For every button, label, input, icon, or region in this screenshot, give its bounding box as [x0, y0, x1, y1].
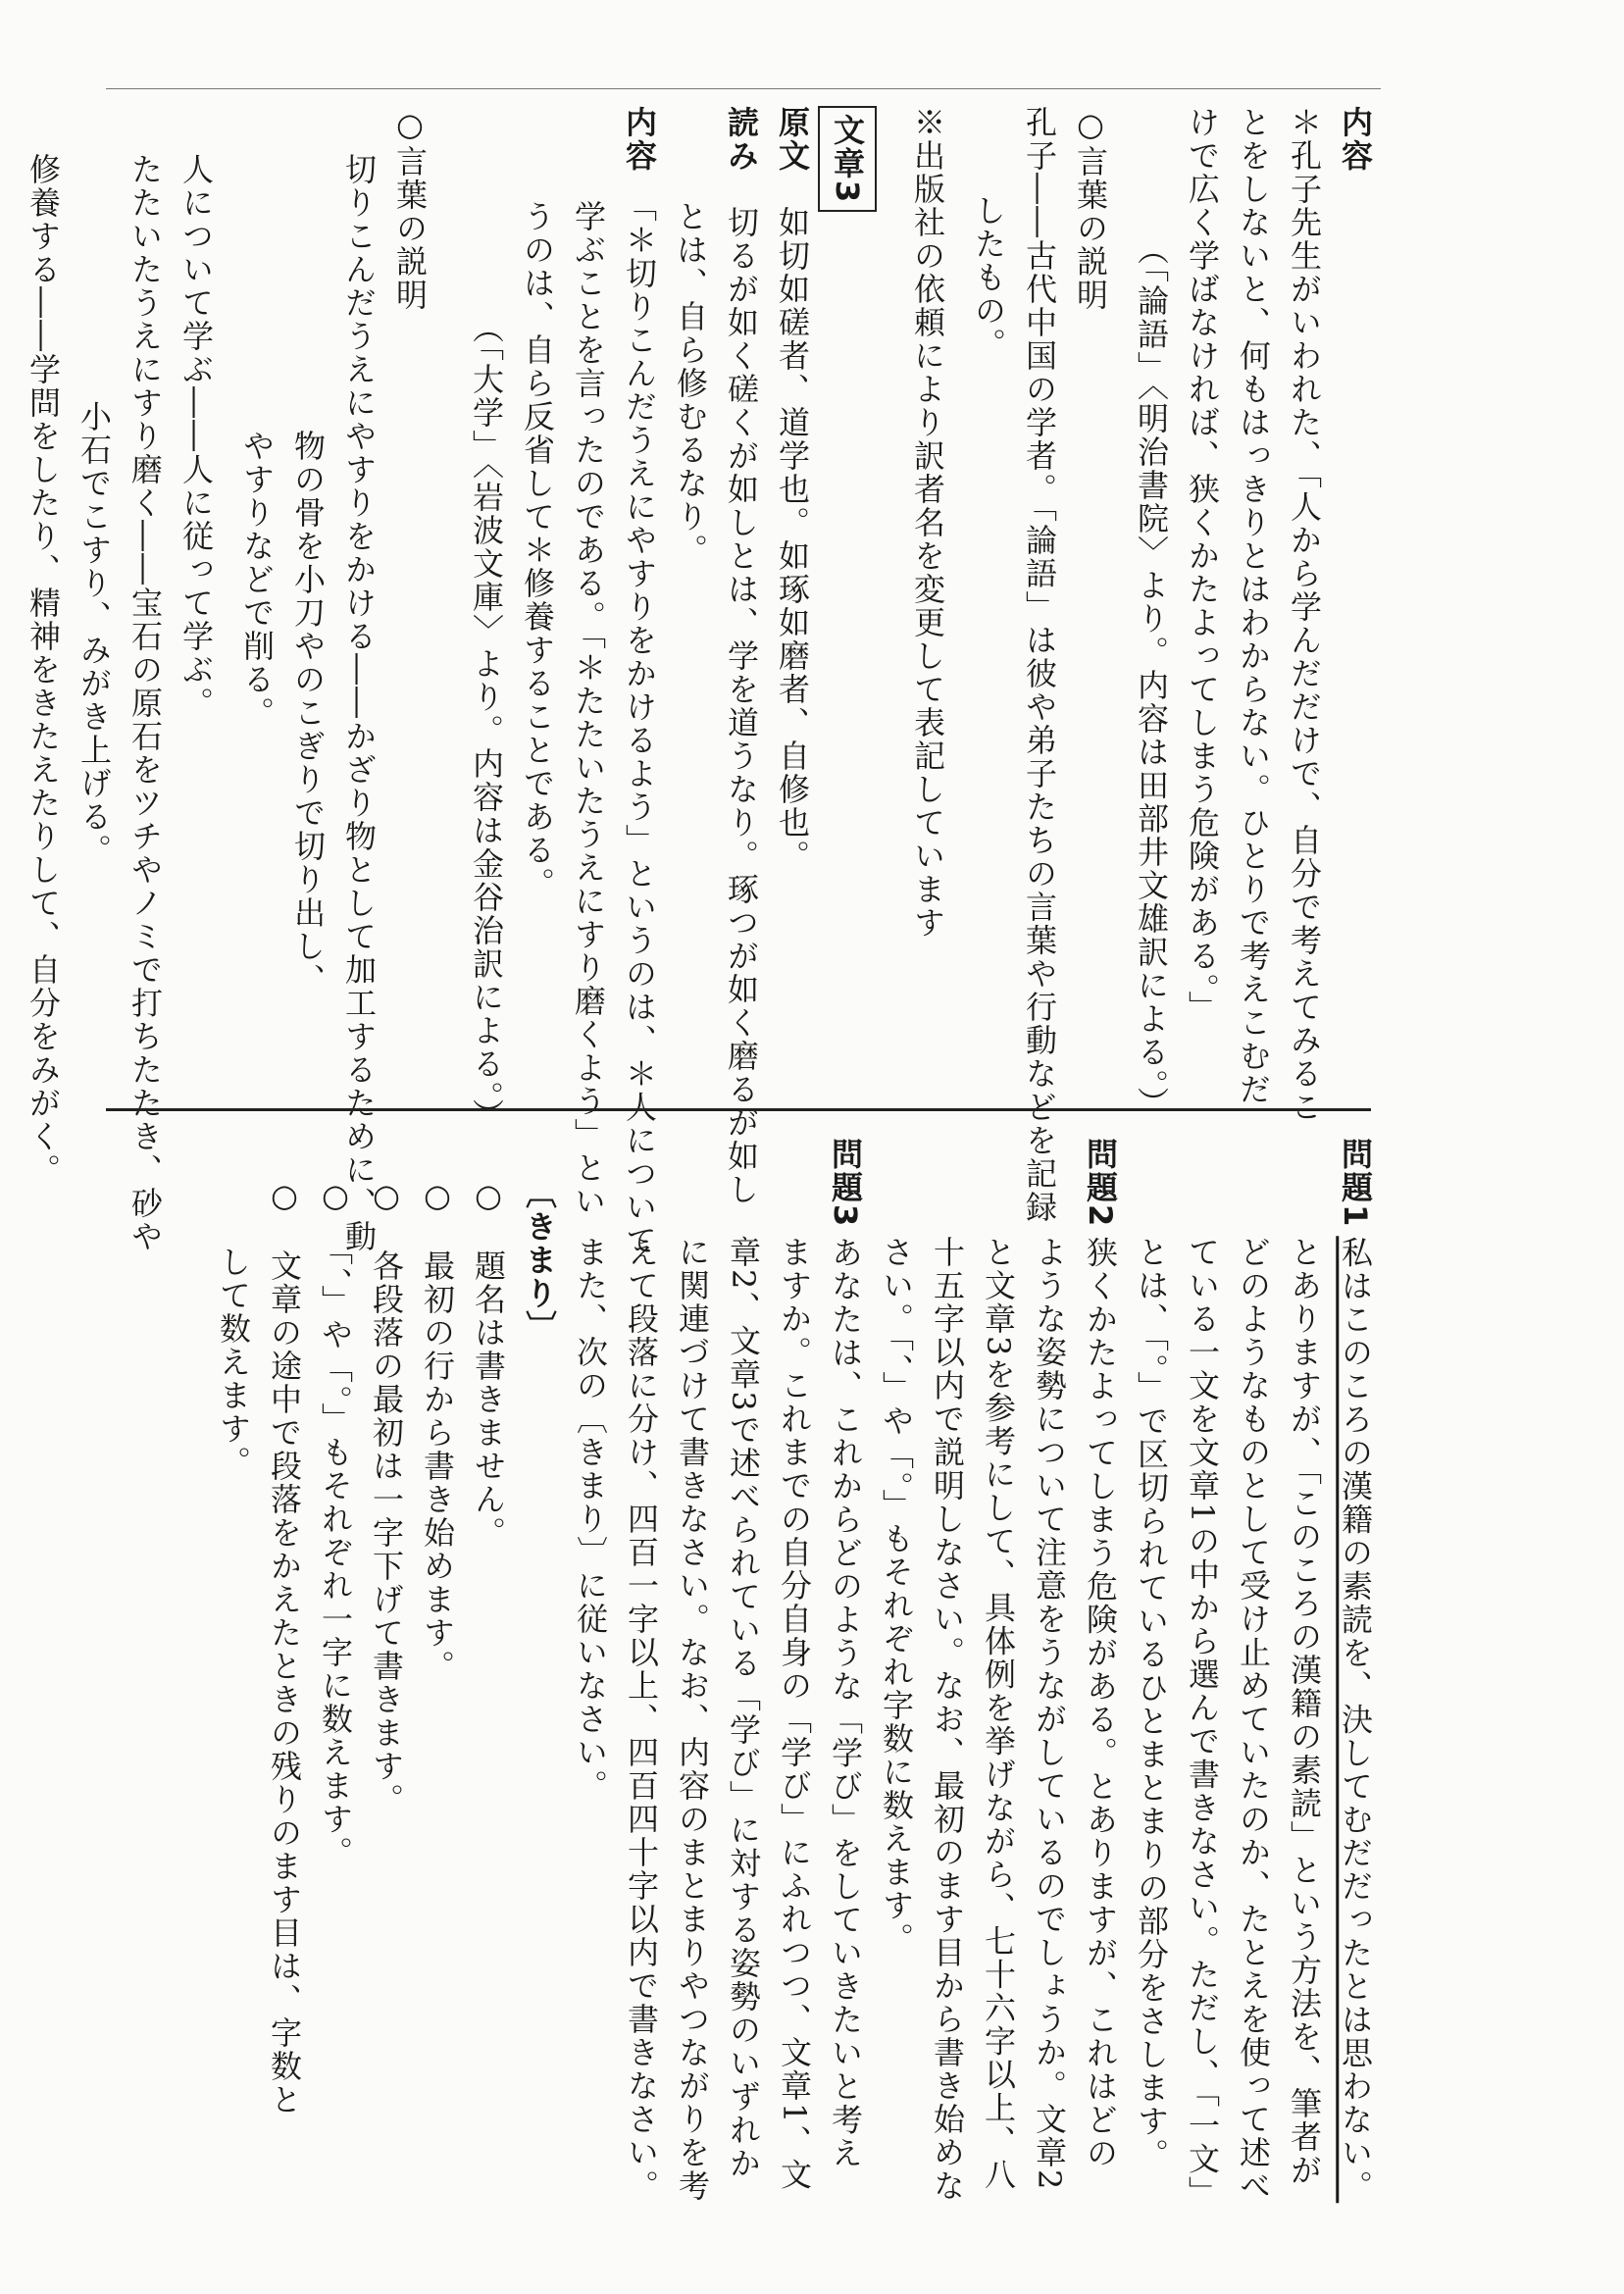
expl-line-1: 切りこんだうえにやすりをかける――かざり物として加工するために、動 — [340, 153, 378, 1253]
q1-label: 問題1 — [1337, 1138, 1374, 1229]
expl-line-7: 修養する――学問をしたり、精神をきたえたりして、自分をみがく。 — [25, 153, 62, 1187]
q2-line-1: 狭くかたよってしまう危険がある。とありますが、これはどの — [1082, 1236, 1119, 2170]
word-explanation-heading-2: ○言葉の説明 — [391, 106, 429, 312]
yomi-line-1: 切るが如く磋くが如しとは、学を道うなり。琢つが如く磨るが如し — [723, 206, 760, 1206]
naiyou-label-1: 内容 — [1337, 106, 1374, 173]
q2-line-4: 十五字以内で説明しなさい。なお、最初のます目から書き始めな — [929, 1236, 966, 2203]
q2-label: 問題2 — [1082, 1138, 1119, 1229]
q2-line-5: さい。「、」や「。」もそれぞれ字数に数えます。 — [878, 1236, 915, 1956]
q2-line-3: と文章3を参考にして、具体例を挙げながら、七十六字以上、八 — [980, 1236, 1017, 2192]
naiyou2-line-2: 学ぶことを言ったのである。「＊たたいたうえにすり磨くよう」とい — [570, 200, 607, 1218]
rule-item-2: ○ 最初の行から書き始めます。 — [419, 1177, 456, 1683]
bunshou3-label: 文章3 — [818, 106, 877, 212]
q3-line-5: えて段落に分け、四百一字以上、四百四十字以内で書きなさい。 — [623, 1236, 660, 2203]
rules-label: 〔きまり〕 — [521, 1177, 558, 1344]
q3-line-3: 章2、文章3で述べられている「学び」に対する姿勢のいずれか — [725, 1236, 762, 2180]
rule-item-4: ○ 「、」や「。」もそれぞれ一字に数えます。 — [317, 1177, 354, 1869]
q1-line-4: ている一文を文章1の中から選んで書きなさい。ただし、「一文」 — [1184, 1236, 1221, 2210]
genbun-label: 原文 — [774, 106, 811, 173]
rule-item-1: ○ 題名は書きません。 — [470, 1177, 507, 1550]
q3-line-6: また、次の〔きまり〕に従いなさい。 — [572, 1236, 609, 1803]
yomi-line-2: とは、自ら修むるなり。 — [672, 200, 709, 567]
naiyou-line-3: けで広く学ばなければ、狭くかたよってしまう危険がある。」 — [1184, 106, 1221, 1024]
naiyou2-line-3: うのは、自ら反省して＊修養することである。 — [519, 200, 556, 900]
publisher-note: ※出版社の依頼により訳者名を変更して表記しています — [909, 106, 946, 940]
rule-item-5: ○ 文章の途中で段落をかえたときの残りのます目は、字数と — [266, 1177, 303, 2116]
section-divider — [106, 1108, 1371, 1111]
rule-item-3: ○ 各段落の最初は一字下げて書きます。 — [368, 1177, 405, 1816]
top-rule — [106, 88, 1381, 89]
koushi-line-1: 孔子――古代中国の学者。「論語」は彼や弟子たちの言葉や行動などを記録 — [1021, 106, 1058, 1224]
naiyou-line-2: とをしないと、何もはっきりとはわからない。ひとりで考えこむだ — [1235, 106, 1272, 1106]
q3-line-1: あなたは、これからどのような「学び」をしていきたいと考え — [827, 1236, 864, 2170]
expl-line-5: たたいたうえにすり磨く――宝石の原石をツチやノミで打ちたたき、砂や — [127, 153, 164, 1253]
expl-line-6: 小石でこすり、みがき上げる。 — [76, 400, 113, 867]
expl-line-4: 人について学ぶ――人に従って学ぶ。 — [178, 153, 215, 720]
naiyou-line-1: ＊孔子先生がいわれた、「人から学んだだけで、自分で考えてみるこ — [1286, 106, 1323, 1124]
source-daigaku: （「大学」〈岩波文庫〉より。内容は金谷治訳による。） — [468, 312, 505, 1132]
yomi-label: 読み — [723, 106, 760, 173]
q1-line-1: 私はこのころの漢籍の素読を、決してむだだったとは思わない。 — [1337, 1236, 1374, 2204]
word-explanation-heading-1: ○言葉の説明 — [1072, 106, 1109, 312]
q1-line-3: どのようなものとして受け止めていたのか、たとえを使って述べ — [1235, 1236, 1272, 2203]
q3-line-2: ますか。これまでの自分自身の「学び」にふれつつ、文章1、文 — [776, 1236, 813, 2192]
naiyou-label-2: 内容 — [621, 106, 658, 173]
rule-item-5-cont: して数えます。 — [215, 1246, 252, 1479]
q2-line-2: ような姿勢について注意をうながしているのでしょうか。文章2 — [1031, 1236, 1068, 2192]
q3-label: 問題3 — [827, 1138, 864, 1229]
genbun-text: 如切如磋者、道学也。如琢如磨者、自修也。 — [774, 206, 811, 873]
q3-line-4: に関連づけて書きなさい。なお、内容のまとまりやつながりを考 — [674, 1236, 711, 2203]
expl-line-2: 物の骨を小刀やのこぎりで切り出し、 — [289, 430, 327, 996]
q1-line-2: とありますが、「このころの漢籍の素読」という方法を、筆者が — [1286, 1236, 1323, 2187]
expl-line-3: やすりなどで削る。 — [238, 430, 276, 730]
naiyou2-line-1: 「＊切りこんだうえにやすりをかけるよう」というのは、＊人について — [621, 206, 658, 1257]
source-rongo: （「論語」〈明治書院〉より。内容は田部井文雄訳による。） — [1133, 233, 1170, 1120]
koushi-line-2: したもの。 — [970, 194, 1007, 361]
q1-line-5: とは、「。」で区切られているひとまとまりの部分をさします。 — [1133, 1236, 1170, 2171]
bottom-section — [106, 1138, 1381, 2236]
